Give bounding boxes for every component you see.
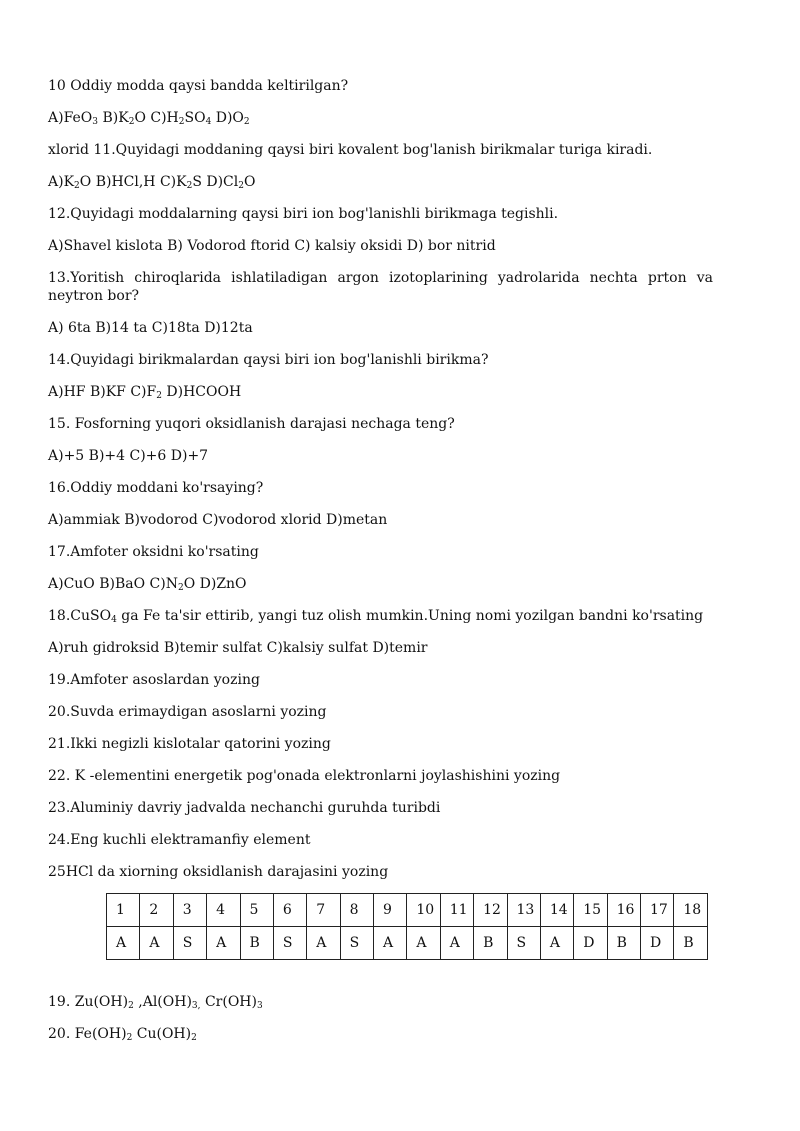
answer-key-table — [106, 893, 708, 960]
answer-key-answer: S — [273, 927, 306, 960]
answer-key-number: 1 — [107, 894, 140, 927]
text-run: A)FeO — [48, 110, 93, 126]
subscript: 2 — [186, 181, 193, 191]
subscript: 2 — [74, 181, 80, 191]
text-run: O C)H — [134, 110, 179, 126]
subscript: 3, — [191, 1001, 201, 1011]
subscript: 2 — [128, 117, 135, 127]
subscript: 3 — [92, 117, 99, 127]
q15 — [48, 415, 455, 433]
text-run: O — [243, 174, 256, 190]
q17-options — [48, 575, 247, 593]
answer-key-answer: A — [407, 927, 440, 960]
answer-key-number: 7 — [307, 894, 340, 927]
text-run: 19. Zu(OH) — [48, 994, 129, 1010]
q22 — [48, 767, 560, 785]
text-run: xlorid 11.Quyidagi moddaning qaysi biri kovalent bog'lanish birikmalar turiga kiradi. — [48, 142, 653, 158]
text-run: O B)HCl,H C)K — [79, 174, 187, 190]
text-run: 25HCl da xiorning oksidlanish darajasini yozing — [48, 864, 389, 880]
answer-19 — [48, 993, 263, 1011]
answer-key-number: 5 — [240, 894, 273, 927]
text-run: A)ruh gidroksid B)temir sulfat C)kalsiy sulfat D)temir — [48, 640, 428, 656]
q24 — [48, 831, 310, 849]
q25 — [48, 863, 388, 881]
answer-key-answer: S — [173, 927, 206, 960]
q10-options — [48, 109, 250, 127]
text-run: 12.Quyidagi moddalarning qaysi biri ion bog'lanishli birikmaga tegishli. — [48, 206, 559, 222]
answer-key-answer: A — [107, 927, 140, 960]
text-run: 14.Quyidagi birikmalardan qaysi biri ion bog'lanishli birikma? — [48, 352, 489, 368]
answer-key-answer: A — [207, 927, 240, 960]
subscript: 2 — [191, 1033, 197, 1043]
answer-key-answers-row — [107, 927, 708, 960]
q18 — [48, 607, 703, 625]
text-run: 15. Fosforning yuqori oksidlanish darajasi nechaga teng? — [48, 416, 455, 432]
answer-key-numbers-row — [107, 894, 708, 927]
answer-20 — [48, 1025, 197, 1043]
answer-key-answer: S — [507, 927, 540, 960]
q21 — [48, 735, 331, 753]
answer-key-number: 15 — [574, 894, 607, 927]
q11-options — [48, 173, 255, 191]
answer-key-number: 6 — [273, 894, 306, 927]
answer-key-answer: B — [240, 927, 273, 960]
answer-key-number: 16 — [607, 894, 640, 927]
text-run: Cu(OH) — [132, 1026, 192, 1042]
answer-key-number: 13 — [507, 894, 540, 927]
text-run: O D)ZnO — [183, 576, 247, 592]
answer-key-answer: S — [340, 927, 373, 960]
text-run: Cr(OH) — [200, 994, 257, 1010]
text-run: 24.Eng kuchli elektramanfiy element — [48, 832, 311, 848]
q12 — [48, 205, 558, 223]
answer-key-answer: B — [607, 927, 640, 960]
text-run: D)O — [211, 110, 244, 126]
q14 — [48, 351, 488, 369]
text-run: B)K — [98, 110, 129, 126]
text-run: S D)Cl — [192, 174, 239, 190]
text-run: ga Fe ta'sir ettirib, yangi tuz olish mumkin.Uning nomi yozilgan bandni ko'rsating — [116, 608, 704, 624]
text-run: D)HCOOH — [161, 384, 242, 400]
answer-key-number: 18 — [674, 894, 708, 927]
answer-key-number: 3 — [173, 894, 206, 927]
answer-key-answer: B — [674, 927, 708, 960]
answer-key-number: 14 — [540, 894, 573, 927]
q16 — [48, 479, 263, 497]
text-run: 20. Fe(OH) — [48, 1026, 127, 1042]
answer-key-answer: A — [307, 927, 340, 960]
q13 — [48, 269, 713, 305]
q13-options — [48, 319, 253, 337]
text-run: A)CuO B)BaO C)N — [48, 576, 178, 592]
answer-key-number: 8 — [340, 894, 373, 927]
q18-options — [48, 639, 428, 657]
subscript: 2 — [177, 583, 184, 593]
text-run: 16.Oddiy moddani ko'rsaying? — [48, 480, 264, 496]
q20 — [48, 703, 327, 721]
answer-key-answer: B — [474, 927, 507, 960]
subscript: 2 — [243, 117, 250, 127]
text-run: 22. K -elementini energetik pog'onada elektronlarni joylashishini yozing — [48, 768, 561, 784]
subscript: 4 — [111, 615, 117, 625]
subscript: 2 — [238, 181, 244, 191]
text-run: 10 Oddiy modda qaysi bandda keltirilgan? — [48, 78, 349, 94]
subscript: 2 — [128, 1001, 134, 1011]
answer-key-number: 2 — [140, 894, 173, 927]
q16-options — [48, 511, 387, 529]
text-run: 18.CuSO — [48, 608, 112, 624]
text-run: 21.Ikki negizli kislotalar qatorini yozing — [48, 736, 331, 752]
q10 — [48, 77, 348, 95]
text-run: A)K — [48, 174, 75, 190]
answer-key-number: 12 — [474, 894, 507, 927]
subscript: 2 — [178, 117, 185, 127]
text-run: SO — [184, 110, 206, 126]
answer-key-number: 11 — [440, 894, 473, 927]
q11 — [48, 141, 652, 159]
text-run: A)Shavel kislota B) Vodorod ftorid C) kalsiy oksidi D) bor nitrid — [48, 238, 496, 254]
answer-key-answer: A — [440, 927, 473, 960]
q12-options — [48, 237, 496, 255]
q19 — [48, 671, 260, 689]
answer-key-answer: D — [641, 927, 674, 960]
text-run: 20.Suvda erimaydigan asoslarni yozing — [48, 704, 327, 720]
text-run: ,Al(OH) — [133, 994, 192, 1010]
text-run: A)+5 B)+4 C)+6 D)+7 — [48, 448, 209, 464]
answer-key-answer: A — [140, 927, 173, 960]
text-run: 19.Amfoter asoslardan yozing — [48, 672, 260, 688]
q14-options — [48, 383, 241, 401]
q23 — [48, 799, 440, 817]
subscript: 2 — [126, 1033, 133, 1043]
text-run: A)ammiak B)vodorod C)vodorod xlorid D)metan — [48, 512, 388, 528]
text-run: 13.Yoritish chiroqlarida ishlatiladigan argon izotoplarining yadrolarida nechta prton va neytron bor? — [48, 270, 713, 304]
text-run: 17.Amfoter oksidni ko'rsating — [48, 544, 259, 560]
subscript: 2 — [156, 391, 162, 401]
subscript: 3 — [256, 1001, 263, 1011]
answer-key-number: 10 — [407, 894, 440, 927]
answer-key-answer: A — [540, 927, 573, 960]
answer-key-answer: D — [574, 927, 607, 960]
answer-key-answer: A — [374, 927, 407, 960]
answer-key-number: 4 — [207, 894, 240, 927]
q17 — [48, 543, 259, 561]
answer-key-number: 9 — [374, 894, 407, 927]
text-run: 23.Aluminiy davriy jadvalda nechanchi guruhda turibdi — [48, 800, 441, 816]
answer-key-number: 17 — [641, 894, 674, 927]
text-run: A)HF B)KF C)F — [48, 384, 157, 400]
q15-options — [48, 447, 208, 465]
subscript: 4 — [205, 117, 212, 127]
text-run: A) 6ta B)14 ta C)18ta D)12ta — [48, 320, 253, 336]
